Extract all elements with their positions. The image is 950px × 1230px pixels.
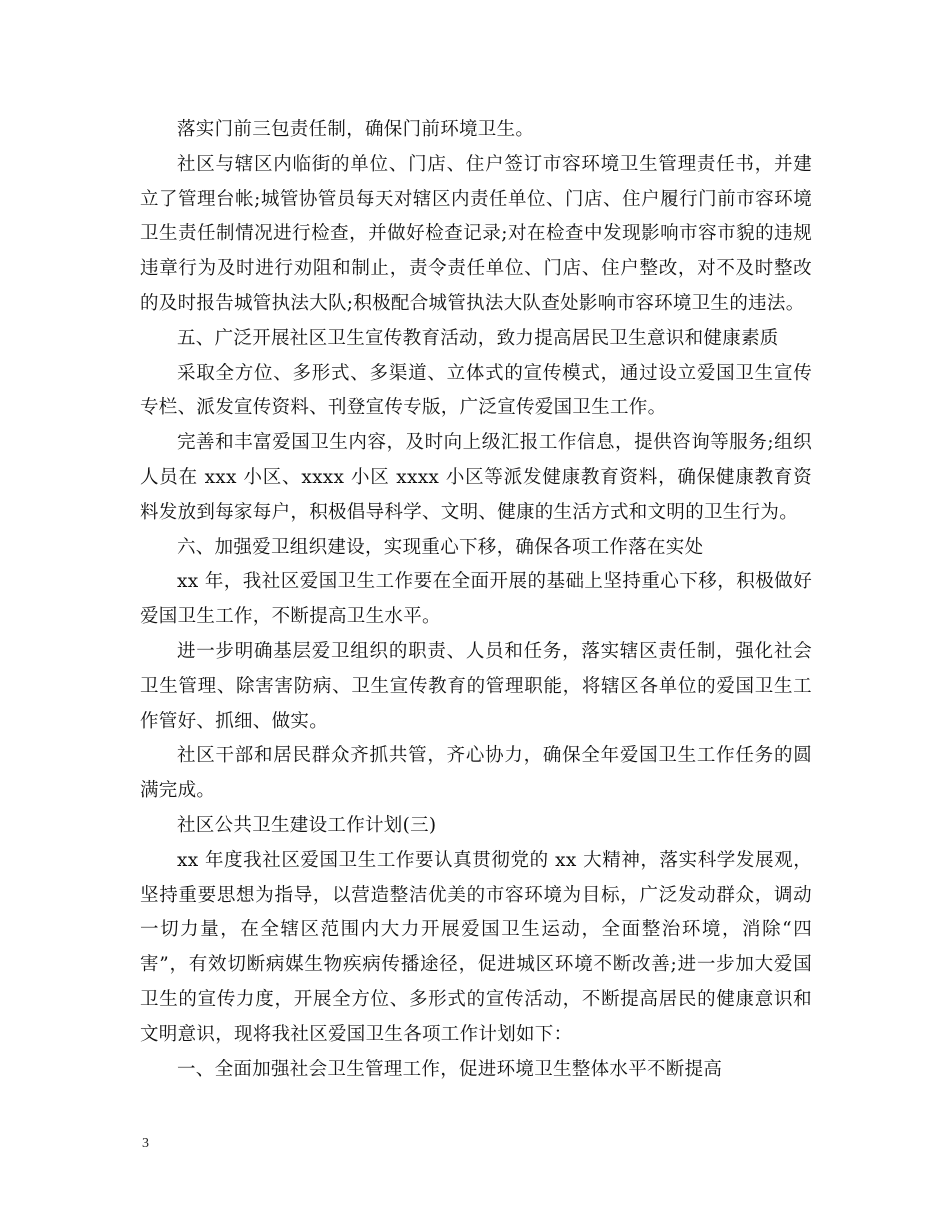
section-heading: 一、全面加强社会卫生管理工作，促进环境卫生整体水平不断提高 bbox=[177, 1058, 723, 1080]
paragraph: xx 年，我社区爱国卫生工作要在全面开展的基础上坚持重心下移，积极做好爱国卫生工作，不断提高卫生水平。 bbox=[140, 571, 812, 628]
document-body bbox=[140, 113, 812, 1087]
page-number: 3 bbox=[142, 1136, 149, 1151]
paragraph: 进一步明确基层爱卫组织的职责、人员和任务，落实辖区责任制，强化社会卫生管理、除害害防病、卫生宣传教育的管理职能，将辖区各单位的爱国卫生工作管好、抓细、做实。 bbox=[140, 640, 812, 732]
section-heading: 六、加强爱卫组织建设，实现重心下移，确保各项工作落在实处 bbox=[177, 536, 704, 558]
document-subtitle: 社区公共卫生建设工作计划(三) bbox=[177, 814, 437, 836]
paragraph: 采取全方位、多形式、多渠道、立体式的宣传模式，通过设立爱国卫生宣传专栏、派发宣传资料、刊登宣传专版，广泛宣传爱国卫生工作。 bbox=[140, 362, 812, 419]
paragraph: xx 年度我社区爱国卫生工作要认真贯彻党的 xx 大精神，落实科学发展观，坚持重要思想为指导，以营造整洁优美的市容环境为目标，广泛发动群众，调动一切力量，在全辖区范围内大力开展爱国卫生运动，全面整治环境，消除“四害”，有效切断病媒生物疾病传播途径，促进城区环境不断改善;进一步加大爱国卫生的宣传力度，开展全方位、多形式的宣传活动，不断提高居民的健康意识和文明意识，现将我社区爱国卫生各项工作计划如下： bbox=[140, 849, 812, 1045]
section-heading: 五、广泛开展社区卫生宣传教育活动，致力提高居民卫生意识和健康素质 bbox=[177, 327, 779, 349]
paragraph: 落实门前三包责任制，确保门前环境卫生。 bbox=[177, 119, 535, 140]
paragraph: 完善和丰富爱国卫生内容，及时向上级汇报工作信息，提供咨询等服务;组织人员在 xxx 小区、xxxx 小区 xxxx 小区等派发健康教育资料，确保健康教育资料发放到每家每户，积极倡导科学、文明、健康的生活方式和文明的卫生行为。 bbox=[140, 432, 812, 523]
paragraph: 社区干部和居民群众齐抓共管，齐心协力，确保全年爱国卫生工作任务的圆满完成。 bbox=[140, 745, 812, 802]
paragraph: 社区与辖区内临街的单位、门店、住户签订市容环境卫生管理责任书，并建立了管理台帐;城管协管员每天对辖区内责任单位、门店、住户履行门前市容环境卫生责任制情况进行检查，并做好检查记录;对在检查中发现影响市容市貌的违规违章行为及时进行劝阻和制止，责令责任单位、门店、住户整改，对不及时整改的及时报告城管执法大队;积极配合城管执法大队查处影响市容环境卫生的违法。 bbox=[140, 153, 812, 314]
